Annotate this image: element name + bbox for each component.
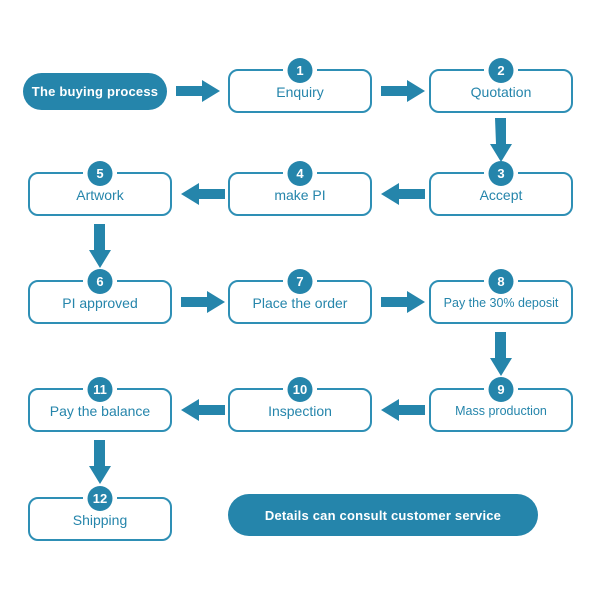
step-badge-6: 6 bbox=[88, 269, 113, 294]
step-node-11 bbox=[28, 382, 172, 432]
start-pill bbox=[23, 73, 167, 110]
arrow-left-icon bbox=[381, 183, 425, 205]
footer-note-pill bbox=[228, 494, 538, 536]
step-badge-9: 9 bbox=[489, 377, 514, 402]
step-badge-12: 12 bbox=[88, 486, 113, 511]
step-node-10 bbox=[228, 382, 372, 432]
arrow-right-icon bbox=[381, 291, 425, 313]
step-badge-1: 1 bbox=[288, 58, 313, 83]
step-node-7 bbox=[228, 274, 372, 324]
step-node-5 bbox=[28, 166, 172, 216]
step-label-6: PI approved bbox=[62, 295, 138, 311]
step-badge-2: 2 bbox=[489, 58, 514, 83]
step-label-10: Inspection bbox=[268, 403, 332, 419]
arrow-left-icon bbox=[181, 183, 225, 205]
arrow-down-icon bbox=[89, 440, 111, 484]
footer-note-label: Details can consult customer service bbox=[264, 507, 502, 523]
step-node-4 bbox=[228, 166, 372, 216]
step-node-9 bbox=[429, 382, 573, 432]
step-label-9: Mass production bbox=[455, 403, 547, 418]
step-node-12 bbox=[28, 491, 172, 541]
arrow-left-icon bbox=[181, 399, 225, 421]
step-label-1: Enquiry bbox=[276, 84, 324, 100]
arrow-right-icon bbox=[181, 291, 225, 313]
arrow-down-icon bbox=[89, 224, 111, 268]
step-node-1 bbox=[228, 63, 372, 113]
start-pill-label: The buying process bbox=[31, 84, 159, 99]
step-badge-3: 3 bbox=[489, 161, 514, 186]
arrow-left-icon bbox=[381, 399, 425, 421]
step-node-2 bbox=[429, 63, 573, 113]
step-node-3 bbox=[429, 166, 573, 216]
step-badge-8: 8 bbox=[489, 269, 514, 294]
arrow-right-icon bbox=[176, 80, 220, 102]
step-badge-4: 4 bbox=[288, 161, 313, 186]
step-label-3: Accept bbox=[479, 187, 523, 203]
step-badge-11: 11 bbox=[88, 377, 113, 402]
step-badge-5: 5 bbox=[88, 161, 113, 186]
step-node-8 bbox=[429, 274, 573, 324]
step-label-7: Place the order bbox=[252, 295, 348, 311]
step-badge-7: 7 bbox=[288, 269, 313, 294]
step-label-5: Artwork bbox=[76, 187, 124, 203]
step-badge-10: 10 bbox=[288, 377, 313, 402]
arrow-down-icon bbox=[490, 118, 512, 162]
step-label-12: Shipping bbox=[72, 512, 128, 528]
step-label-4: make PI bbox=[274, 187, 326, 203]
step-label-8: Pay the 30% deposit bbox=[443, 295, 559, 310]
step-node-6 bbox=[28, 274, 172, 324]
step-label-2: Quotation bbox=[470, 84, 532, 100]
arrow-right-icon bbox=[381, 80, 425, 102]
step-label-11: Pay the balance bbox=[49, 403, 151, 419]
arrow-down-icon bbox=[490, 332, 512, 376]
